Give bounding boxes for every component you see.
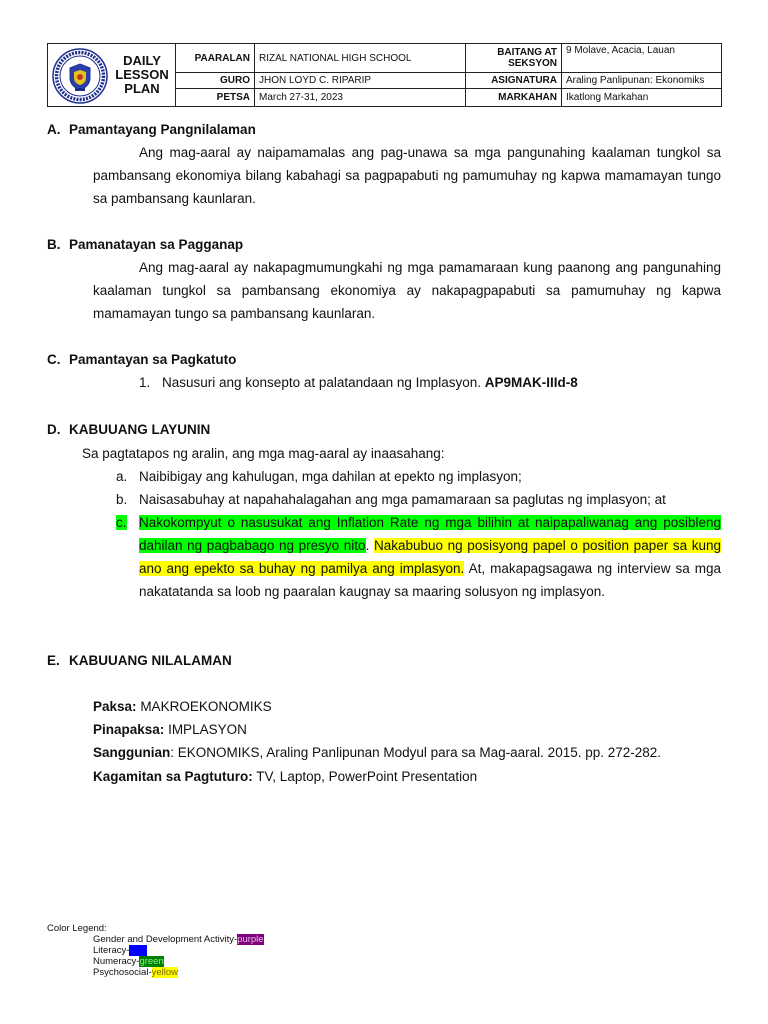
kagamitan-value: TV, Laptop, PowerPoint Presentation xyxy=(256,769,478,784)
pinapaksa-value: IMPLASYON xyxy=(168,722,247,737)
section-a-letter: A. xyxy=(47,122,61,137)
pinapaksa-line xyxy=(93,722,247,737)
baitang-label: BAITANG AT SEKSYON xyxy=(465,44,561,73)
guro-label: GURO xyxy=(176,73,254,89)
section-b-title: Pamanatayan sa Pagganap xyxy=(69,237,244,252)
color-legend xyxy=(47,923,264,978)
section-c-title: Pamantayan sa Pagkatuto xyxy=(69,352,237,367)
legend-literacy: Literacy-blue xyxy=(93,945,148,956)
competency-number: 1. xyxy=(139,375,151,390)
section-d-heading xyxy=(47,422,210,437)
objective-a-text: Naibibigay ang kahulugan, mga dahilan at epekto ng implasyon; xyxy=(139,469,522,484)
petsa-label: PETSA xyxy=(216,92,250,103)
deped-seal-icon xyxy=(52,48,108,104)
objective-b-label: b. xyxy=(116,492,128,507)
section-b-paragraph: Ang mag-aaral ay nakapagmumungkahi ng mga pamamaraan kung paanong ang pangunahing kaalaman tungkol sa pambansang ekonomiya ay nakapagpapabuti sa pamumuhay ng kapwa mamamayan tungo sa pambansang kaunlaran. xyxy=(93,260,721,321)
legend-psychosocial: Psychosocial-yellow xyxy=(93,967,179,978)
objective-c-rest: At, makapagsagawa ng interview sa mga nakatatanda sa loob ng paaralan kaugnay sa maaring solusyon ng implasyon. xyxy=(139,561,721,599)
competency-code: AP9MAK-IIId-8 xyxy=(484,375,578,390)
kagamitan-label: Kagamitan sa Pagtuturo: xyxy=(93,769,253,784)
legend-purple-swatch: purple xyxy=(237,934,264,945)
section-c-heading xyxy=(47,352,236,367)
section-e-title: KABUUANG NILALAMAN xyxy=(69,653,232,668)
paksa-line xyxy=(93,699,272,714)
objective-b-text: Naisasabuhay at napahahalagahan ang mga pamamaraan sa paglutas ng implasyon; at xyxy=(139,492,666,507)
section-d-letter: D. xyxy=(47,422,61,437)
asignatura-value: Araling Panlipunan: Ekonomiks xyxy=(561,73,721,89)
section-b-heading xyxy=(47,237,243,252)
legend-title: Color Legend: xyxy=(47,923,107,934)
legend-blue-swatch: blue xyxy=(129,945,148,956)
paaralan-label: PAARALAN xyxy=(176,44,254,73)
baitang-value: 9 Molave, Acacia, Lauan xyxy=(561,44,721,73)
section-e-heading xyxy=(47,653,232,668)
section-a-title: Pamantayang Pangnilalaman xyxy=(69,122,256,137)
competency-item xyxy=(139,371,578,394)
sanggunian-line xyxy=(93,745,661,760)
section-a-heading xyxy=(47,122,256,137)
pinapaksa-label: Pinapaksa: xyxy=(93,722,165,737)
guro-value: JHON LOYD C. RIPARIP xyxy=(254,73,465,89)
section-c-letter: C. xyxy=(47,352,61,367)
section-a-paragraph: Ang mag-aaral ay naipamamalas ang pag-unawa sa mga pangunahing kaalaman tungkol sa pambansang ekonomiya bilang kabahagi sa pagpapabuti ng pamumuhay ng kapwa mamamayan tungo sa pambansang kaunlaran. xyxy=(93,145,721,206)
lesson-plan-header xyxy=(47,43,722,107)
objectives-intro: Sa pagtatapos ng aralin, ang mga mag-aaral ay inaasahang: xyxy=(82,446,445,461)
legend-green-swatch: green xyxy=(139,956,164,967)
kagamitan-line xyxy=(93,769,477,784)
section-d-title: KABUUANG LAYUNIN xyxy=(69,422,211,437)
sanggunian-label: Sanggunian xyxy=(93,745,171,760)
daily-lesson-plan-title: DAILY LESSON PLAN xyxy=(115,53,169,96)
sanggunian-value: : EKONOMIKS, Araling Panlipunan Modyul para sa Mag-aaral. 2015. pp. 272-282. xyxy=(170,745,662,760)
objective-c-label: c. xyxy=(116,515,127,530)
objective-c-text: Nakokompyut o nasusukat ang Inflation Rate ng mga bilihin at naipapaliwanag ang posibleng dahilan ng pagbabago ng presyo nito. Nakabubuo ng posisyong papel o position paper sa kung ano ang epekto sa buhay ng pamilya ang implasyon. At, makapagsagawa ng interview sa mga nakatatanda sa loob ng paaralan kaugnay sa maaring solusyon ng implasyon. xyxy=(139,515,722,599)
section-b-letter: B. xyxy=(47,237,61,252)
legend-yellow-swatch: yellow xyxy=(151,967,179,978)
markahan-value: Ikatlong Markahan xyxy=(561,89,721,106)
petsa-value: March 27-31, 2023 xyxy=(254,89,465,106)
paaralan-value: RIZAL NATIONAL HIGH SCHOOL xyxy=(254,44,465,73)
objective-c-green-highlight: Nakokompyut o nasusukat ang Inflation Rate ng mga bilihin at naipapaliwanag ang posibleng dahilan ng pagbabago ng presyo nito xyxy=(139,515,721,553)
asignatura-label: ASIGNATURA xyxy=(465,73,561,89)
paksa-label: Paksa: xyxy=(93,699,137,714)
markahan-label: MARKAHAN xyxy=(465,89,561,106)
header-logo-cell xyxy=(48,44,176,106)
paksa-value: MAKROEKONOMIKS xyxy=(140,699,272,714)
competency-text: Nasusuri ang konsepto at palatandaan ng Implasyon. xyxy=(162,375,481,390)
objective-c-yellow-highlight: Nakabubuo ng posisyong papel o position paper sa kung ano ang epekto sa buhay ng pamilya ang implasyon. xyxy=(139,538,722,576)
legend-numeracy: Numeracy-green xyxy=(93,956,164,967)
header-info-grid xyxy=(176,44,721,106)
section-e-letter: E. xyxy=(47,653,60,668)
objective-a-label: a. xyxy=(116,469,128,484)
legend-gad: Gender and Development Activity-purple xyxy=(93,934,264,945)
